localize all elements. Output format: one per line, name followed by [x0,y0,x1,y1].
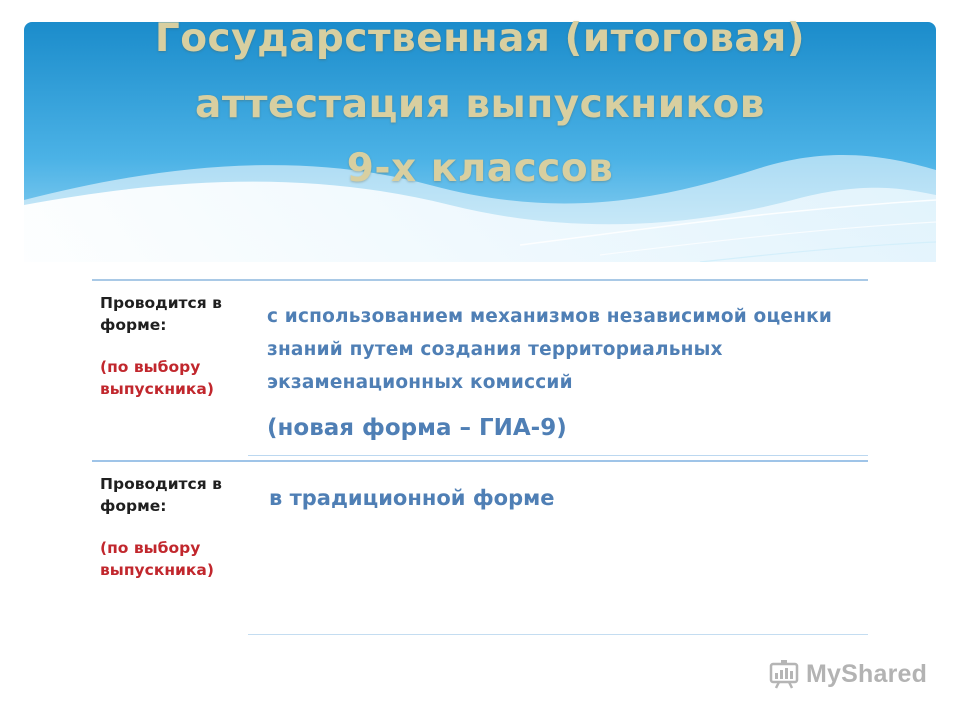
row-2-description: в традиционной форме [269,486,555,510]
row-1-label: Проводится в форме: [100,294,222,334]
table-bottom-divider [248,634,868,635]
row-1-bottom-divider [248,455,868,456]
presentation-board-icon [768,658,800,690]
row-2-label: Проводится в форме: [100,475,222,515]
slide-title-line-3: 9-х классов [346,146,614,191]
row-1-description: с использованием механизмов независимой оценки знаний путем создания территориальных экзаменационных комиссий [267,306,833,393]
slide-title-line-1: Государственная (итоговая) [154,16,806,61]
table-middle-divider [92,460,868,462]
row-1-form-name: (новая форма – ГИА-9) [267,415,567,441]
watermark-text: MyShared [806,659,928,688]
table-top-divider [92,279,868,281]
row-2-note: (по выбору выпускника) [100,539,214,579]
myshared-watermark[interactable] [768,656,927,692]
slide-title-line-2: аттестация выпускников [195,82,765,127]
row-1-note: (по выбору выпускника) [100,358,214,398]
